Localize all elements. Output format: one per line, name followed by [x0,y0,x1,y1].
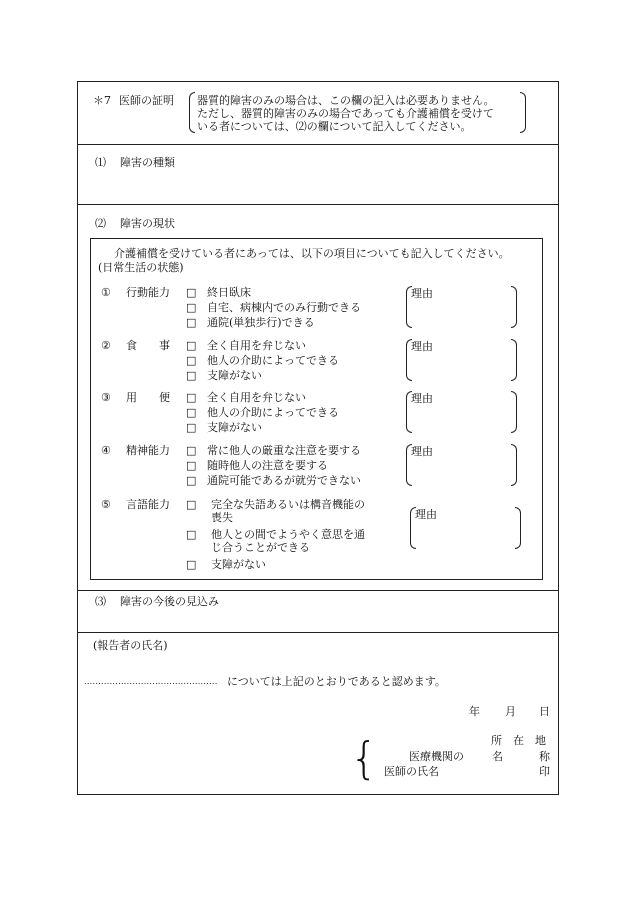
institution-location: 所 在 地 [491,734,546,747]
frame-left [77,81,78,795]
option-checkbox[interactable]: □ [186,391,197,404]
header-label: 医師の証明 [119,94,174,107]
seal-mark: 印 [539,765,550,778]
item-name: 用 便 [126,391,170,404]
reason-label: 理由 [411,445,433,458]
option-label: 支障がない [211,558,266,571]
option-checkbox[interactable]: □ [186,339,197,352]
option-checkbox[interactable]: □ [186,498,197,511]
option-label: 全く自用を弁じない [207,339,306,352]
option-label: 終日臥床 [207,286,251,299]
option-checkbox[interactable]: □ [186,459,197,472]
section3-title: 障害の今後の見込み [120,595,219,608]
option-label: 他人との間でようやく意思を通 [211,528,365,541]
institution-name-suffix: 称 [539,750,550,763]
section3-number: ⑶ [95,595,106,608]
header-note-line-3: いる者については、⑵の欄について記入してください。 [197,120,472,133]
option-checkbox[interactable]: □ [186,444,197,457]
section2-intro: 介護補償を受けている者にあっては、以下の項目についても記入してください。 [114,247,510,260]
daily-life-label: (日常生活の状態) [98,261,184,274]
reason-brace-right [511,339,517,381]
option-label: 喪失 [211,511,233,524]
option-label: 随時他人の注意を要する [207,459,328,472]
option-label: 常に他人の厳重な注意を要する [207,444,361,457]
option-label: 自宅、病棟内でのみ行動できる [207,301,361,314]
date-month: 月 [505,705,516,718]
header-number: ＊7 [93,94,111,107]
doctor-name-label: 医師の氏名 [384,765,439,778]
date-day: 日 [539,705,550,718]
item-name: 言語能力 [126,498,170,511]
option-checkbox[interactable]: □ [186,316,197,329]
institution-brace: { [350,733,378,784]
header-brace-left [189,92,195,133]
reporter-name-blank[interactable]: ............................................... [84,677,218,686]
option-label: 通院(単独歩行)できる [207,316,315,329]
item-name: 行動能力 [126,286,170,299]
reason-brace-right [515,507,521,549]
section1-title: 障害の種類 [120,156,175,169]
item-number: ① [101,286,111,299]
option-label: じ合うことができる [211,541,310,554]
institution-name-mid: 名 [492,750,503,763]
option-label: 他人の介助によってできる [207,406,339,419]
reason-label: 理由 [411,287,433,300]
frame-bottom [77,794,559,795]
reason-label: 理由 [415,508,437,521]
item-number: ⑤ [101,498,111,511]
reason-brace-right [511,391,517,433]
option-label: 通院可能であるが就労できない [207,474,361,487]
option-checkbox[interactable]: □ [186,286,197,299]
option-label: 支障がない [207,421,262,434]
header-brace-right [520,92,526,133]
institution-name-prefix: 医療機関の [409,750,464,763]
option-checkbox[interactable]: □ [186,369,197,382]
option-checkbox[interactable]: □ [186,301,197,314]
frame-top [77,81,559,82]
frame-right [558,81,559,795]
reporter-statement: については上記のとおりであると認めます。 [227,675,446,688]
option-label: 他人の介助によってできる [207,354,339,367]
item-number: ② [101,339,111,352]
option-checkbox[interactable]: □ [186,354,197,367]
header-note-line-1: 器質的障害のみの場合は、この欄の記入は必要ありません。 [197,94,495,107]
reason-label: 理由 [411,340,433,353]
option-checkbox[interactable]: □ [186,421,197,434]
header-note-line-2: ただし、器質的障害のみの場合であっても介護補償を受けて [197,107,494,120]
divider-4 [77,632,559,633]
item-number: ③ [101,391,111,404]
reporter-label: (報告者の氏名) [93,639,168,652]
divider-3 [77,590,559,591]
reason-brace-right [511,444,517,486]
divider-2 [77,204,559,205]
option-checkbox[interactable]: □ [186,474,197,487]
option-checkbox[interactable]: □ [186,528,197,541]
date-year: 年 [469,705,480,718]
option-label: 完全な失語あるいは構音機能の [211,498,365,511]
option-label: 全く自用を弁じない [207,391,306,404]
item-name: 精神能力 [126,444,170,457]
option-checkbox[interactable]: □ [186,406,197,419]
section1-number: ⑴ [95,156,106,169]
divider-1 [77,144,559,145]
item-number: ④ [101,444,111,457]
option-label: 支障がない [207,369,262,382]
section2-title: 障害の現状 [120,217,175,230]
option-checkbox[interactable]: □ [186,558,197,571]
reason-label: 理由 [411,392,433,405]
reason-brace-right [511,286,517,328]
section2-number: ⑵ [95,217,106,230]
item-name: 食 事 [126,339,170,352]
